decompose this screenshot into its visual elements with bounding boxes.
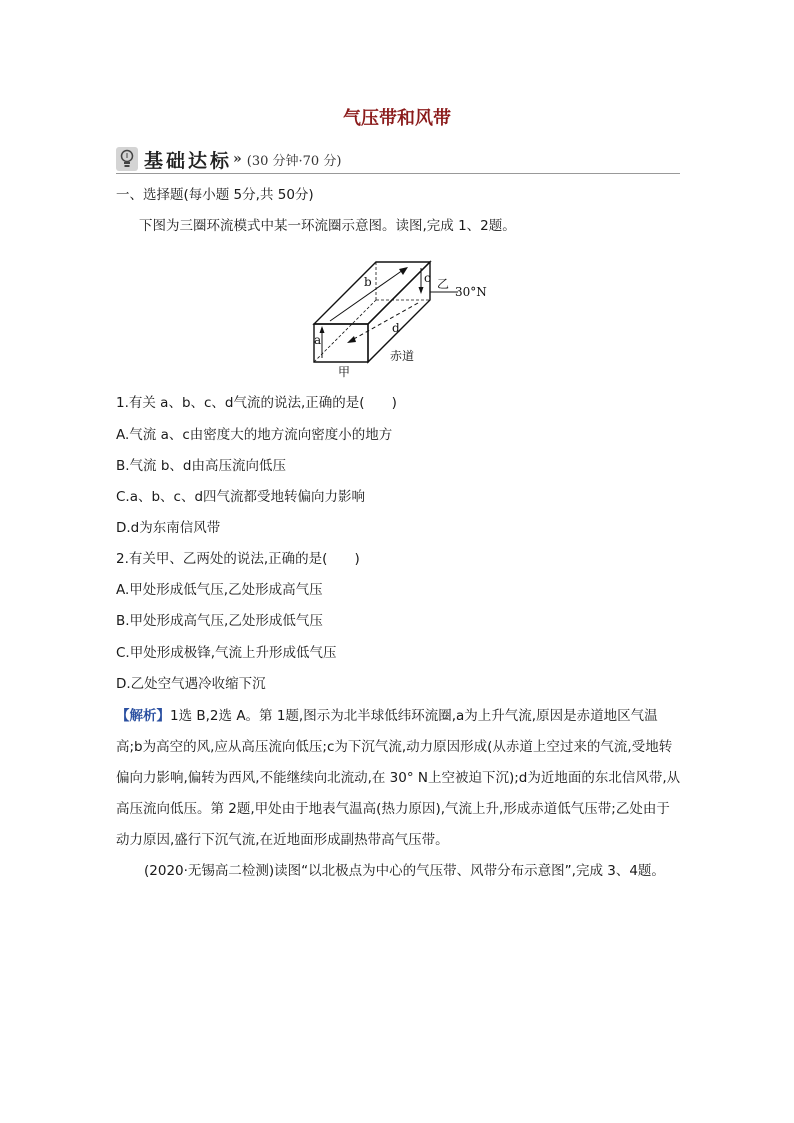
page-title: 气压带和风带 [343, 108, 451, 129]
question-1-option-b: B.气流 b、d由高压流向低压 [116, 458, 286, 474]
analysis-text: 1选 B,2选 A。第 1题,图示为北半球低纬环流圈,a为上升气流,原因是赤道地区气温高;b为高空的风,应从高压流向低压;c为下沉气流,动力原因形成(从赤道上空过来的气流,受地转偏向力影响,偏转为西风,不能继续向北流动,在 30° N上空被迫下沉);d为近地面的东北信风带,从高压流向低压。第 2题,甲处由于地表气温高(热力原因),气流上升,形成赤道低气压带;乙处由于动力原因,盛行下沉气流,在近地面形成副热带高气压带。 [116, 708, 681, 848]
lightbulb-icon [116, 147, 138, 171]
part-heading: 一、选择题(每小题 5分,共 50分) [116, 187, 314, 203]
question-1-option-c: C.a、b、c、d四气流都受地转偏向力影响 [116, 489, 366, 505]
question-2-option-c: C.甲处形成极锋,气流上升形成低气压 [116, 645, 337, 661]
label-a: a [314, 333, 322, 347]
label-b: b [364, 275, 372, 289]
question-2-option-d: D.乙处空气遇冷收缩下沉 [116, 676, 266, 692]
analysis-paragraph [116, 701, 682, 856]
divider [116, 173, 680, 174]
label-c: c [424, 271, 431, 285]
part-intro: 下图为三圈环流模式中某一环流圈示意图。读图,完成 1、2题。 [139, 218, 516, 234]
arrow-a-head [320, 326, 325, 333]
section-heading: 基础达标 [144, 149, 233, 172]
question-1-option-d: D.d为东南信风带 [116, 520, 221, 536]
arrow-b-head [399, 267, 408, 275]
arrow-c-head [419, 287, 424, 294]
question-1-stem: 1.有关 a、b、c、d气流的说法,正确的是( ) [116, 395, 397, 411]
box-top-face [314, 262, 430, 324]
question-1-option-a: A.气流 a、c由密度大的地方流向密度小的地方 [116, 427, 393, 443]
arrow-d-head [347, 336, 356, 343]
label-30n: 30°N [455, 285, 487, 299]
section-time: (30 分钟·70 分) [246, 153, 342, 169]
analysis-tag: 【解析】 [116, 708, 170, 724]
chevron-icon: » [233, 151, 239, 167]
label-yi: 乙 [437, 277, 450, 291]
label-d: d [392, 321, 400, 335]
question-2-stem: 2.有关甲、乙两处的说法,正确的是( ) [116, 551, 360, 567]
label-equator: 赤道 [390, 349, 415, 363]
label-jia: 甲 [338, 365, 351, 379]
section-header [116, 145, 496, 173]
question-2-option-a: A.甲处形成低气压,乙处形成高气压 [116, 582, 323, 598]
circulation-diagram [300, 248, 500, 384]
next-question-intro: (2020·无锡高二检测)读图“以北极点为中心的气压带、风带分布示意图”,完成 3、4题。 [144, 863, 665, 879]
question-2-option-b: B.甲处形成高气压,乙处形成低气压 [116, 613, 323, 629]
